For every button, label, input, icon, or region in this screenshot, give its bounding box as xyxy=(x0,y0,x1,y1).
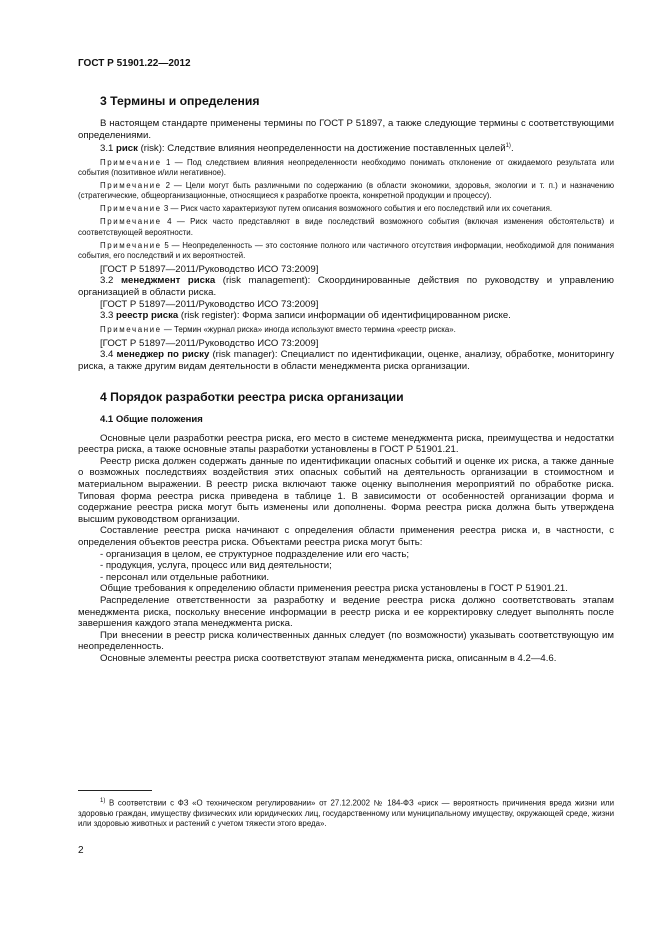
section-4-title: 4 Порядок разработки реестра риска организации xyxy=(100,389,404,404)
reference-3-1: [ГОСТ Р 51897—2011/Руководство ИСО 73:2009] xyxy=(100,263,319,275)
note-2: Примечание 2 — Цели могут быть различными по содержанию (в области экономики, здоровья, экологии и т. п.) и назначению (стратегические, общеорганизационные, относящиеся к разработке проекта, конкретной продукции и процессу). xyxy=(78,181,614,201)
paragraph: Составление реестра риска начинают с определения области применения реестра риска и, в частности, с определения объектов реестра риска. Объектами реестра риска могут быть: xyxy=(78,525,614,548)
section-3-title: 3 Термины и определения xyxy=(100,94,260,108)
paragraph: Реестр риска должен содержать данные по идентификации опасных событий и оценке их риска, а также данные о возможных последствиях воздействия этих опасных событий на деятельность организации в стоимостном и материальном выражении. В реестр риска включают также оценку выполнения мероприятий по обработке риска. Типовая форма реестра риска приведена в таблице 1. В зависимости от особенностей организации форма и содержание реестра риска могут быть изменены или дополнены. Форма реестра риска должна быть утверждена высшим руководством организации. xyxy=(78,455,614,525)
note-5: Примечание 5 — Неопределенность — это состояние полного или частичного отсутствия информации, необходимой для понимания события, его последствий и их вероятностей. xyxy=(78,240,614,260)
note-1: Примечание 1 — Под следствием влияния неопределенности необходимо понимать отклонение от ожидаемого результата или события (позитивное и/или негативное). xyxy=(78,157,614,178)
reference-3-2: [ГОСТ Р 51897—2011/Руководство ИСО 73:2009] xyxy=(100,298,319,310)
footnote: $^{1)}$ В соответствии с ФЗ «О техническом регулировании» от 27.12.2002 № 184-ФЗ «риск — вероятность причинения вреда жизни или здоровью граждан, имуществу физических или юридических лиц, государственному или муниципальному имуществу, окружающей среде, жизни или здоровью животных и растений с учетом тяжести этого вреда». xyxy=(78,798,614,829)
section-3-intro: В настоящем стандарте применены термины по ГОСТ Р 51897, а также следующие термины с соответствующими определениями. xyxy=(78,118,614,141)
paragraph: При внесении в реестр риска количественных данных следует (по возможности) указывать соответствующую им неопределенность. xyxy=(78,629,614,653)
list-item: - персонал или отдельные работники. xyxy=(100,571,270,583)
term-3-1: 3.1 риск (risk): Следствие влияния неопределенности на достижение поставленных целей$^{1)}$. xyxy=(100,143,514,155)
note-3-3: Примечание — Термин «журнал риска» иногда используют вместо термина «реестр риска». xyxy=(100,324,456,334)
footnote-divider xyxy=(78,790,152,791)
list-item: - организация в целом, ее структурное подразделение или его часть; xyxy=(100,548,410,560)
term-3-2: 3.2 менеджмент риска (risk management): Скоординированные действия по руководству и управлению организацией в области риска. xyxy=(78,275,614,298)
note-4: Примечание 4 — Риск часто представляют в виде последствий возможного события (включая изменения обстоятельств) и соответствующей вероятности. xyxy=(78,217,614,237)
paragraph: Основные цели разработки реестра риска, его место в системе менеджмента риска, преимущества и недостатки реестра риска, а также основные этапы разработки установлены в ГОСТ Р 51901.21. xyxy=(78,432,614,456)
term-3-3: 3.3 реестр риска (risk register): Форма записи информации об идентифицированном риске. xyxy=(100,310,511,322)
document-header: ГОСТ Р 51901.22—2012 xyxy=(78,58,191,69)
reference-3-3: [ГОСТ Р 51897—2011/Руководство ИСО 73:2009] xyxy=(100,337,319,349)
paragraph: Общие требования к определению области применения реестра риска установлены в ГОСТ Р 51901.21. xyxy=(100,583,568,595)
subsection-4-1-title: 4.1 Общие положения xyxy=(100,413,203,425)
page-body xyxy=(78,58,614,665)
term-3-4: 3.4 менеджер по риску (risk manager): Специалист по идентификации, оценке, анализу, обработке, мониторингу риска, а также другим видам деятельности в области менеджмента риска организации. xyxy=(78,349,614,373)
page-number: 2 xyxy=(78,845,84,856)
note-3: Примечание 3 — Риск часто характеризуют путем описания возможного события и его последствий или их сочетания. xyxy=(100,204,553,214)
section-gap xyxy=(78,373,614,390)
paragraph: Распределение ответственности за разработку и ведение реестра риска должно соответствовать этапам менеджмента риска, поскольку внесение информации в реестр риска и ее корректировку следует выполнять после завершения каждого этапа менеджмента риска. xyxy=(78,594,614,630)
list-item: - продукция, услуга, процесс или вид деятельности; xyxy=(100,560,332,572)
paragraph: Основные элементы реестра риска соответствуют этапам менеджмента риска, описанным в 4.2—4.6. xyxy=(100,652,557,664)
